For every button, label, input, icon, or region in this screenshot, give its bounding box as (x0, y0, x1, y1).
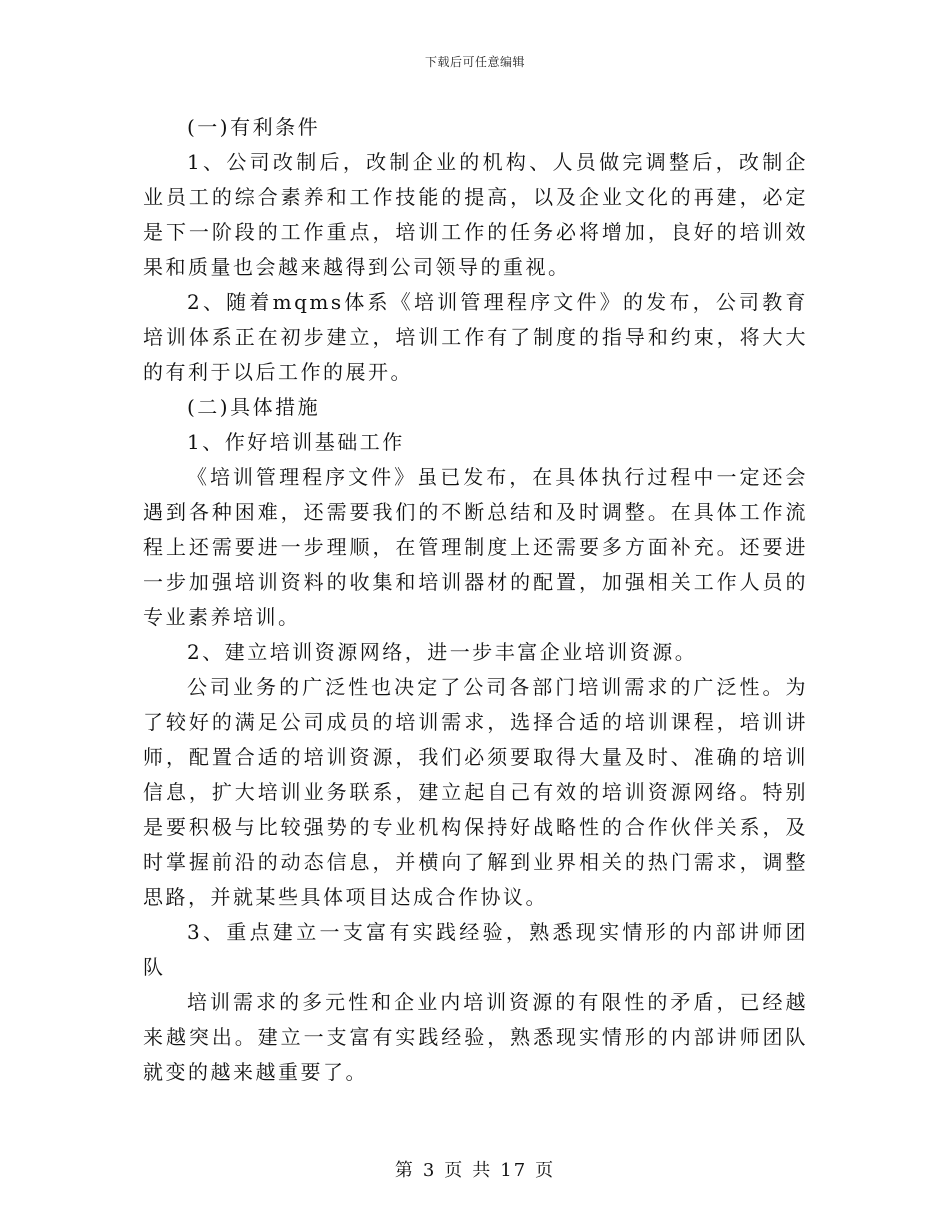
subsection-heading: 3、重点建立一支富有实践经验，熟悉现实情形的内部讲师团队 (143, 920, 808, 979)
footer-page-number: 3 (422, 1160, 437, 1181)
page-header: 下载后可任意编辑 (424, 55, 525, 69)
section-heading: (一)有利条件 (187, 115, 321, 139)
paragraph: 《培训管理程序文件》虽已发布，在具体执行过程中一定还会遇到各种困难，还需要我们的不断总结和及时调整。在具体工作流程上还需要进一步理顺，在管理制度上还需要多方面补充。还要进一步加强培训资料的收集和培训器材的配置，加强相关工作人员的专业素养培训。 (143, 465, 808, 629)
subsection-heading: 2、建立培训资源网络，进一步丰富企业培训资源。 (187, 640, 698, 664)
page-footer (0, 1156, 950, 1182)
paragraph: 1、公司改制后，改制企业的机构、人员做完调整后，改制企业员工的综合素养和工作技能的提高，以及企业文化的再建，必定是下一阶段的工作重点，培训工作的任务必将增加，良好的培训效果和质量也会越来越得到公司领导的重视。 (143, 150, 808, 279)
paragraph: 培训需求的多元性和企业内培训资源的有限性的矛盾，已经越来越突出。建立一支富有实践经验，熟悉现实情形的内部讲师团队就变的越来越重要了。 (143, 990, 808, 1084)
subsection-heading: 1、作好培训基础工作 (187, 430, 405, 454)
paragraph: 公司业务的广泛性也决定了公司各部门培训需求的广泛性。为了较好的满足公司成员的培训需求，选择合适的培训课程，培训讲师，配置合适的培训资源，我们必须要取得大量及时、准确的培训信息，扩大培训业务联系，建立起自己有效的培训资源网络。特别是要积极与比较强势的专业机构保持好战略性的合作伙伴关系，及时掌握前沿的动态信息，并横向了解到业界相关的热门需求，调整思路，并就某些具体项目达成合作协议。 (143, 675, 808, 909)
section-heading: (二)具体措施 (187, 395, 321, 419)
paragraph: 2、随着mqms体系《培训管理程序文件》的发布，公司教育培训体系正在初步建立，培训工作有了制度的指导和约束，将大大的有利于以后工作的展开。 (143, 290, 808, 384)
footer-page-word: 页 (444, 1160, 465, 1181)
document-body (143, 110, 808, 1090)
footer-total-word: 共 (472, 1160, 493, 1181)
footer-suffix: 页 (535, 1160, 556, 1181)
footer-prefix: 第 (394, 1160, 415, 1181)
footer-total-pages: 17 (500, 1160, 528, 1181)
